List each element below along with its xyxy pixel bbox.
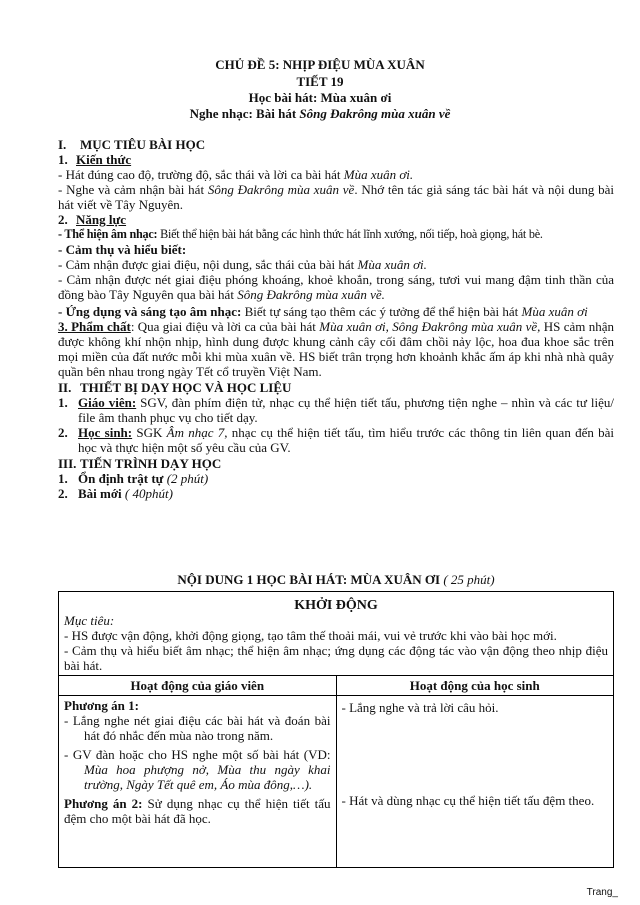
content-1-title: NỘI DUNG 1 HỌC BÀI HÁT: MÙA XUÂN ƠI	[177, 572, 441, 587]
new-lesson-number: 2.	[58, 486, 68, 501]
objective-1: - HS được vận động, khởi động giọng, tạo tâm thế thoải mái, vui vẻ trước khi vào bài học mới.	[64, 628, 557, 643]
content-1-time: ( 25 phút)	[440, 572, 495, 587]
music-performance-item	[58, 227, 614, 242]
knowledge-item-2	[58, 182, 614, 212]
class-order-time: (2 phút)	[163, 471, 209, 486]
knowledge-item-2-song: Sông Đakrông mùa xuân về	[207, 182, 355, 197]
class-order-number: 1.	[58, 471, 68, 486]
competence-number: 2.	[58, 212, 68, 227]
student-activity-cell	[336, 696, 614, 868]
section-1-title: MỤC TIÊU BÀI HỌC	[80, 137, 206, 152]
section-3-title: TIẾN TRÌNH DẠY HỌC	[80, 456, 222, 471]
listen-song-heading	[0, 106, 640, 121]
learn-song-heading: Học bài hát: Mùa xuân ơi	[248, 90, 392, 105]
music-performance-label: - Thể hiện âm nhạc:	[58, 227, 158, 241]
teacher-activity-2-text: - GV đàn hoặc cho HS nghe một số bài hát (VD:	[64, 747, 331, 762]
qualities-label: 3. Phẩm chất	[58, 319, 131, 334]
appreciation-item-2-text: - Cảm nhận được nét giai điệu phóng khoáng, khoẻ khoắn, trong sáng, tươi vui mang đậm tinh thần của đồng bào Tây Nguyên qua bài hát	[58, 272, 614, 302]
lesson-number: TIẾT 19	[296, 74, 344, 89]
section-1-heading	[58, 137, 614, 152]
teacher-equipment-label: Giáo viên:	[78, 395, 137, 410]
lesson-body	[58, 136, 614, 501]
option-2-label: Phương án 2:	[64, 796, 143, 811]
knowledge-item-2-rest: . Nhớ tên tác giả sáng tác bài hát và nội dung bài hát viết về Tây Nguyên.	[58, 182, 614, 212]
student-activity-2: - Hát và dùng nhạc cụ thể hiện tiết tấu đệm theo.	[341, 793, 595, 808]
listen-prefix: Nghe nhạc: Bài hát	[189, 106, 300, 121]
class-order-label: Ổn định trật tự	[78, 471, 164, 486]
student-equipment-book: Âm nhạc 7	[166, 425, 225, 440]
warmup-row	[59, 592, 614, 676]
content-1-heading	[58, 572, 614, 587]
appreciation-item-1-song: Mùa xuân ơi.	[357, 257, 427, 272]
teacher-activity-2	[64, 747, 331, 792]
student-equipment-label: Học sinh:	[78, 425, 133, 440]
appreciation-item-1-text: - Cảm nhận được giai điệu, nội dung, sắc thái của bài hát	[58, 257, 358, 272]
section-3-number: III.	[58, 456, 77, 471]
knowledge-item-1-song: Mùa xuân ơi.	[343, 167, 414, 182]
teacher-equipment-item	[58, 395, 614, 425]
option-2-text: Sử dụng nhạc cụ thể hiện tiết tấu đệm cho một bài hát đã học.	[64, 796, 331, 826]
objectives-label: Mục tiêu:	[64, 613, 115, 628]
student-equipment-number: 2.	[58, 425, 68, 440]
appreciation-item-1	[58, 257, 614, 272]
teacher-activity-2-songs: Mùa hoa phượng nở, Mùa thu ngày khai trường, Ngày Tết quê em, Áo mùa đông,…).	[84, 762, 331, 792]
section-3-heading	[58, 456, 614, 471]
class-order-item	[58, 471, 614, 486]
option-1-label: Phương án 1:	[64, 698, 139, 713]
section-2-number: II.	[58, 380, 72, 395]
page-footer: Trang_	[586, 887, 618, 898]
teacher-equipment-text: SGV, đàn phím điện tử, nhạc cụ thể hiện tiết tấu, phương tiện nghe – nhìn và các tư liệu/ file âm thanh phục vụ cho tiết dạy.	[78, 395, 614, 425]
application-song: Mùa xuân ơi	[521, 304, 588, 319]
appreciation-item-2-song: Sông Đakrông mùa xuân về.	[237, 287, 385, 302]
knowledge-heading	[58, 152, 614, 167]
student-activity-1: - Lắng nghe và trả lời câu hỏi.	[341, 700, 499, 715]
knowledge-item-1-text: - Hát đúng cao độ, trường độ, sắc thái và lời ca bài hát	[58, 167, 344, 182]
new-lesson-time: ( 40phút)	[121, 486, 173, 501]
qualities-text: : Qua giai điệu và lời ca của bài hát	[130, 319, 320, 334]
teacher-activity-cell	[59, 696, 337, 868]
new-lesson-label: Bài mới	[78, 486, 122, 501]
competence-heading	[58, 212, 614, 227]
activity-table	[58, 591, 614, 868]
application-label: - Ứng dụng và sáng tạo âm nhạc:	[58, 304, 242, 319]
topic-heading: CHỦ ĐỀ 5: NHỊP ĐIỆU MÙA XUÂN	[215, 57, 425, 72]
new-lesson-item	[58, 486, 614, 501]
application-text: Biết tự sáng tạo thêm các ý tưởng để thể hiện bài hát	[241, 304, 522, 319]
student-column-header: Hoạt động của học sinh	[336, 676, 614, 696]
section-2-title: THIẾT BỊ DẠY HỌC VÀ HỌC LIỆU	[80, 380, 292, 395]
qualities-songs: Mùa xuân ơi, Sông Đakrông mùa xuân về,	[319, 319, 541, 334]
knowledge-item-1	[58, 167, 614, 182]
student-equipment-rest: , nhạc cụ thể hiện tiết tấu, tìm hiểu trước các thông tin liên quan đến bài học và thực hiện một số yêu cầu của GV.	[78, 425, 614, 455]
knowledge-item-2-text: - Nghe và cảm nhận bài hát	[58, 182, 208, 197]
competence-title: Năng lực	[76, 212, 127, 227]
section-2-heading	[58, 380, 614, 395]
qualities-rest: HS cảm nhận được không khí nhộn nhịp, hình dung được khung cảnh cây cối đâm chồi nảy lộc, hoa đua khoe sắc trên mọi miền của đất nước mỗi khi mùa xuân về. HS biết trân trọng hơn khoảnh khắc ấm áp khi nhà nhà quây quần bên nhau trong ngày Tết cổ truyền Việt Nam.	[58, 319, 614, 379]
knowledge-title: Kiến thức	[76, 152, 132, 167]
teacher-column-header: Hoạt động của giáo viên	[59, 676, 337, 696]
appreciation-label: - Cảm thụ và hiểu biết:	[58, 242, 187, 257]
warmup-cell	[59, 592, 614, 676]
knowledge-number: 1.	[58, 152, 68, 167]
table-header-row	[59, 676, 614, 696]
student-equipment-item	[58, 425, 614, 455]
table-row	[59, 696, 614, 868]
listen-song-title: Sông Đakrông mùa xuân về	[299, 106, 451, 121]
option-2-item	[64, 796, 331, 826]
teacher-activity-1: - Lắng nghe nét giai điệu các bài hát và đoán bài hát đó nhắc đến mùa nào trong năm.	[64, 713, 331, 743]
section-1-number: I.	[58, 137, 67, 152]
warmup-title: KHỞI ĐỘNG	[294, 598, 378, 613]
appreciation-item-2	[58, 272, 614, 302]
application-item	[58, 304, 614, 319]
student-equipment-text: SGK	[132, 425, 167, 440]
teacher-equipment-number: 1.	[58, 395, 68, 410]
objective-2: - Cảm thụ và hiểu biết âm nhạc; thể hiện âm nhạc; ứng dụng các động tác vào vận động theo nhịp điệu bài hát.	[64, 643, 608, 673]
music-performance-text: Biết thể hiện bài hát bằng các hình thức hát lĩnh xướng, nối tiếp, hoà giọng, hát bè.	[157, 227, 543, 241]
qualities-item	[58, 319, 614, 379]
